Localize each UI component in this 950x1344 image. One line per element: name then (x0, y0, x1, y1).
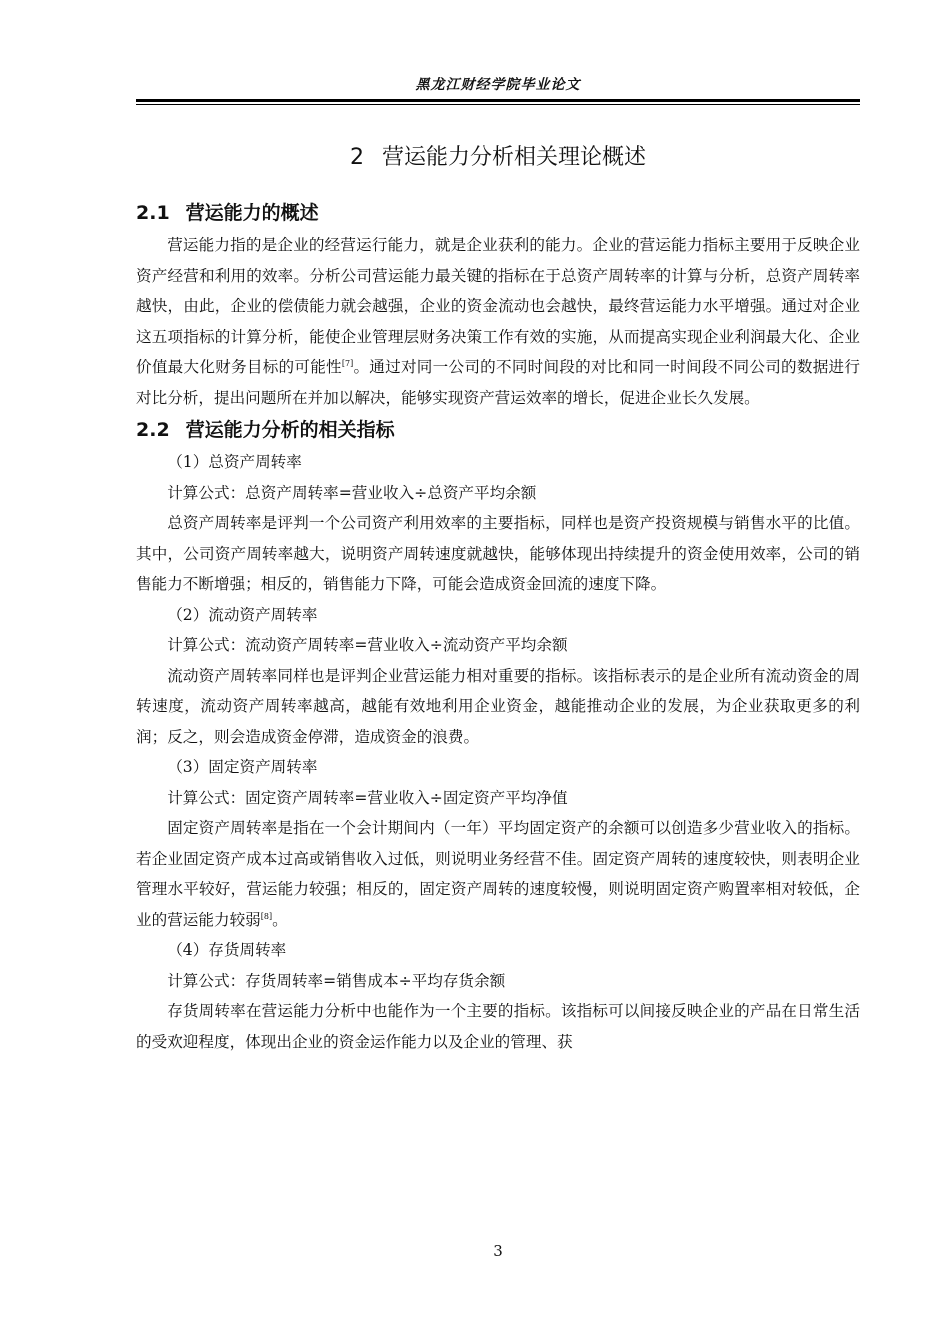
section-number: 2.1 (136, 202, 170, 224)
chapter-number: 2 (349, 145, 364, 170)
paragraph-current-asset-turnover: 流动资产周转率同样也是评判企业营运能力相对重要的指标。该指标表示的是企业所有流动资金的周转速度，流动资产周转率越高，越能有效地利用企业资金，越能推动企业的发展，为企业获取更多的利润；反之，则会造成资金停滞，造成资金的浪费。 (136, 666, 860, 746)
section-number: 2.2 (136, 419, 170, 441)
item-title-current-asset-turnover: （2）流动资产周转率 (167, 605, 318, 624)
paragraph-fixed-asset-turnover (136, 813, 860, 935)
item-title-total-asset-turnover: （1）总资产周转率 (167, 453, 302, 471)
paragraph-inventory-turnover: 存货周转率在营运能力分析中也能作为一个主要的指标。该指标可以间接反映企业的产品在日常生活的受欢迎程度，体现出企业的资金运作能力以及企业的管理、获 (136, 1002, 860, 1051)
page-number: 3 (493, 1242, 503, 1260)
item-title-inventory-turnover: （4）存货周转率 (167, 941, 287, 959)
header-rule-thick (136, 99, 860, 102)
section-heading-2-1 (136, 196, 860, 230)
item-title-fixed-asset-turnover: （3）固定资产周转率 (167, 758, 318, 776)
page-body (136, 196, 860, 1057)
formula-fixed-asset-turnover: 计算公式：固定资产周转率=营业收入÷固定资产平均净值 (167, 788, 568, 807)
chapter-title: 营运能力分析相关理论概述 (381, 145, 646, 170)
section-title: 营运能力分析的相关指标 (185, 419, 395, 441)
paragraph-text: 营运能力指的是企业的经营运行能力，就是企业获利的能力。企业的营运能力指标主要用于反映企业资产经营和利用的效率。分析公司营运能力最关键的指标在于总资产周转率的计算与分析，总资产周转率越快，由此，企业的偿债能力就会越强，企业的资金流动也会越快，最终营运能力水平增强。通过对企业这五项指标的计算分析，能使企业管理层财务决策工作有效的实施，从而提高实现企业利润最大化、企业价值最大化财务目标的可能性 (136, 236, 860, 376)
section-title: 营运能力的概述 (185, 202, 319, 224)
chapter-heading (136, 140, 860, 171)
paragraph-text: 。通过对同一公司的不同时间段的对比和同一时间段不同公司的数据进行对比分析，提出问题所在并加以解决，能够实现资产营运效率的增长，促进企业长久发展。 (136, 358, 860, 407)
paragraph-text: 。 (272, 910, 288, 929)
citation-ref: [8] (260, 911, 273, 921)
formula-current-asset-turnover: 计算公式：流动资产周转率=营业收入÷流动资产平均余额 (167, 636, 568, 654)
formula-inventory-turnover: 计算公式：存货周转率=销售成本÷平均存货余额 (167, 971, 506, 990)
paragraph-total-asset-turnover: 总资产周转率是评判一个公司资产利用效率的主要指标，同样也是资产投资规模与销售水平的比值。其中，公司资产周转率越大，说明资产周转速度就越快，能够体现出持续提升的资金使用效率，公司的销售能力不断增强；相反的，销售能力下降，可能会造成资金回流的速度下降。 (136, 514, 860, 593)
header-rule-thin (136, 104, 860, 105)
section-heading-2-2 (136, 413, 860, 447)
citation-ref: [7] (341, 358, 354, 368)
formula-total-asset-turnover: 计算公式：总资产周转率=营业收入÷总资产平均余额 (167, 483, 537, 502)
paragraph-overview (136, 230, 860, 413)
paragraph-text: 固定资产周转率是指在一个会计期间内（一年）平均固定资产的余额可以创造多少营业收入的指标。若企业固定资产成本过高或销售收入过低，则说明业务经营不佳。固定资产周转的速度较快，则表明企业管理水平较好，营运能力较强；相反的，固定资产周转的速度较慢，则说明固定资产购置率相对较低，企业的营运能力较弱 (136, 819, 860, 929)
running-header: 黑龙江财经学院毕业论文 (415, 77, 581, 93)
